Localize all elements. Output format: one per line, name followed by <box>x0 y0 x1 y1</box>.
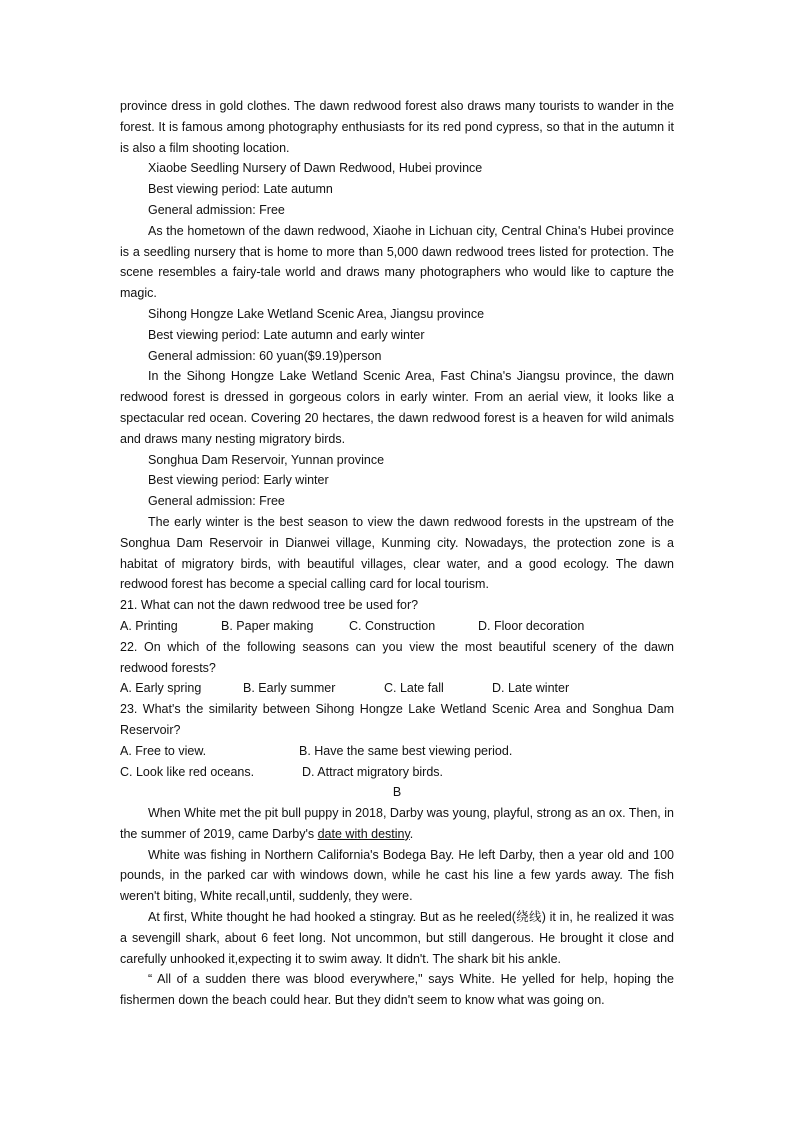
question-22-option-d: D. Late winter <box>492 681 570 696</box>
question-21-options <box>120 616 674 637</box>
site-2-title: Sihong Hongze Lake Wetland Scenic Area, Jiangsu province <box>148 306 485 321</box>
question-22-option-b: B. Early summer <box>243 681 336 696</box>
question-23-options-row-2 <box>120 762 674 783</box>
question-23-option-a: A. Free to view. <box>120 743 207 758</box>
question-21-option-b: B. Paper making <box>221 618 314 633</box>
passage-b-paragraph-2: White was fishing in Northern California's Bodega Bay. He left Darby, then a year old and 100 pounds, in the parked car with windows down, while he cast his line a few yards away. The fish weren't biting, White recall,until, suddenly, they were. <box>120 847 674 904</box>
site-3-description: The early winter is the best season to view the dawn redwood forests in the upstream of the Songhua Dam Reservoir in Dianwei village, Kunming city. Nowadays, the protection zone is a habitat of migratory birds, with beautiful villages, clear water, and a good ecology. The dawn redwood forest has become a special calling card for local tourism. <box>120 514 674 592</box>
question-23-option-c: C. Look like red oceans. <box>120 764 255 779</box>
site-3-viewing-period: Best viewing period: Early winter <box>148 473 329 488</box>
site-1-admission: General admission: Free <box>148 202 285 217</box>
site-2-admission: General admission: 60 yuan($9.19)person <box>148 348 382 363</box>
question-23-option-d: D. Attract migratory birds. <box>302 764 444 779</box>
site-1-viewing-period: Best viewing period: Late autumn <box>148 182 333 197</box>
passage-b-paragraph-3: At first, White thought he had hooked a stingray. But as he reeled(绕线) it in, he realized it was a sevengill shark, about 6 feet long. Not uncommon, but still dangerous. He brought it close and carefully unhooked it,expecting it to swim away. It didn't. The shark bit his ankle. <box>120 910 674 966</box>
passage-b-p1-end: . <box>409 826 414 841</box>
passage-a-intro-paragraph: province dress in gold clothes. The dawn redwood forest also draws many tourists to wander in the forest. It is famous among photography enthusiasts for its red pond cypress, so that in the autumn it is also a film shooting location. <box>120 99 674 155</box>
question-23-stem: 23. What's the similarity between Sihong Hongze Lake Wetland Scenic Area and Songhua Dam Reservoir? <box>120 702 674 737</box>
passage-b-p1-text: When White met the pit bull puppy in 2018, Darby was young, playful, strong as an ox. Then, in the summer of 2019, came Darby's <box>120 806 674 841</box>
passage-b-label: B <box>392 785 402 800</box>
site-3-title: Songhua Dam Reservoir, Yunnan province <box>148 452 385 467</box>
question-21-option-c: C. Construction <box>349 618 436 633</box>
underlined-phrase: date with destiny <box>317 826 410 841</box>
document-page <box>120 96 674 1011</box>
site-1-title: Xiaobe Seedling Nursery of Dawn Redwood, Hubei province <box>148 161 483 176</box>
question-22-option-c: C. Late fall <box>384 681 444 696</box>
question-23-options-row-1 <box>120 741 674 762</box>
passage-b-paragraph-1 <box>120 803 674 845</box>
site-1-description: As the hometown of the dawn redwood, Xiaohe in Lichuan city, Central China's Hubei province is a seedling nursery that is home to more than 5,000 dawn redwood trees listed for protection. The scene resembles a fairy-tale world and draws many photographers who would like to capture the magic. <box>120 223 674 301</box>
passage-b-paragraph-4: “ All of a sudden there was blood everywhere," says White. He yelled for help, hoping the fishermen down the beach could hear. But they didn't seem to know what was going on. <box>120 972 674 1008</box>
question-21-stem: 21. What can not the dawn redwood tree be used for? <box>120 598 419 613</box>
question-22-stem: 22. On which of the following seasons can you view the most beautiful scenery of the dawn redwood forests? <box>120 639 674 675</box>
question-22-option-a: A. Early spring <box>120 681 202 696</box>
question-22-options <box>120 678 674 699</box>
question-21-option-d: D. Floor decoration <box>478 618 585 633</box>
question-23-option-b: B. Have the same best viewing period. <box>299 743 513 758</box>
site-3-admission: General admission: Free <box>148 494 285 509</box>
question-21-option-a: A. Printing <box>120 618 178 633</box>
site-2-viewing-period: Best viewing period: Late autumn and early winter <box>148 327 425 342</box>
site-2-description: In the Sihong Hongze Lake Wetland Scenic Area, Fast China's Jiangsu province, the dawn redwood forest is dressed in gorgeous colors in early winter. From an aerial view, it looks like a spectacular red ocean. Covering 20 hectares, the dawn redwood forest is a heaven for wild animals and draws many nesting migratory birds. <box>120 369 674 446</box>
